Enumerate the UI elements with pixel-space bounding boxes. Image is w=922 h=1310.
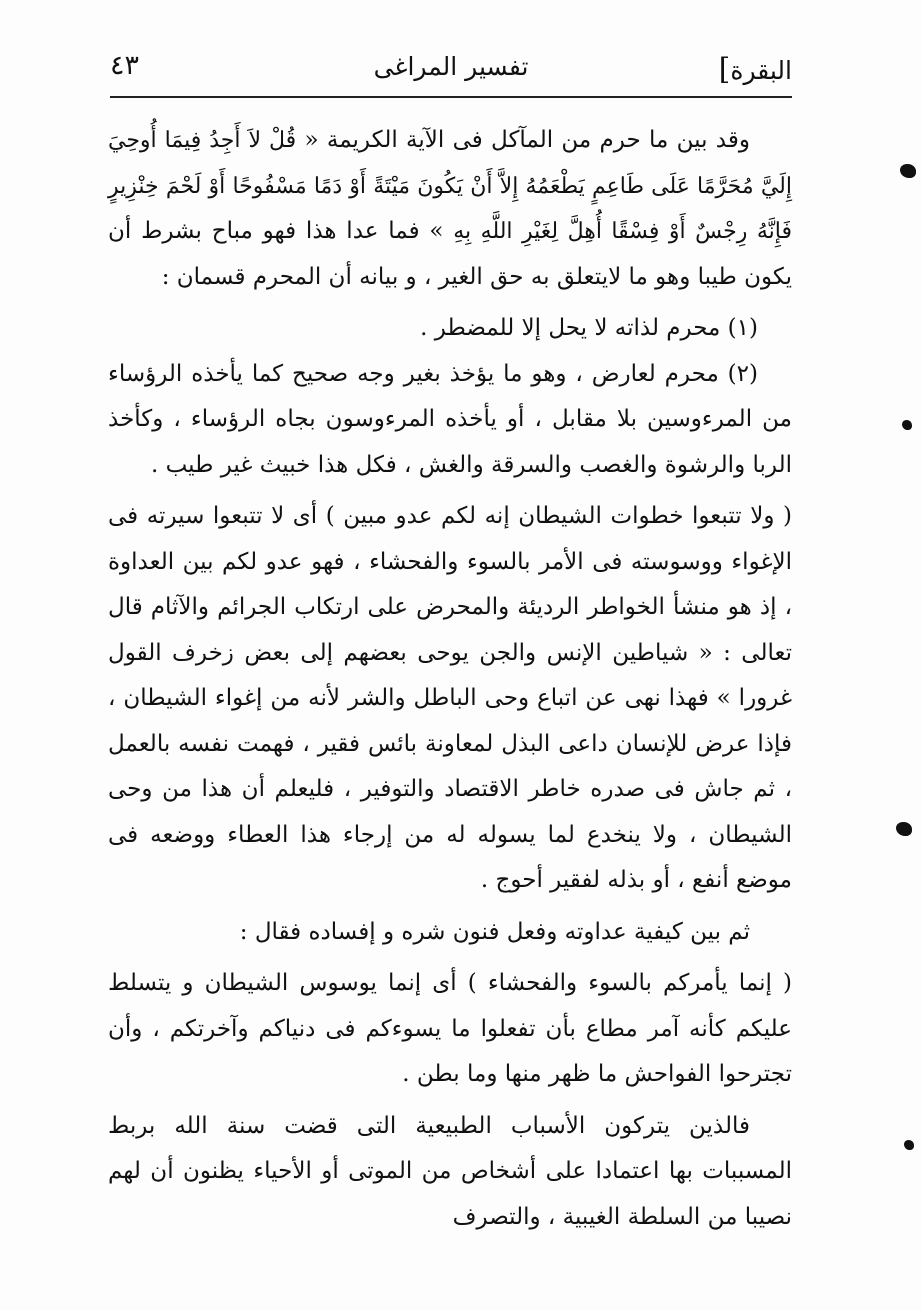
surah-name-text: البقرة xyxy=(730,56,792,85)
paragraph xyxy=(108,494,792,904)
paragraph-text: » فما عدا هذا فهو مباح بشرط أن يكون طيبا وهو ما لايتعلق به حق الغير ، و بيانه أن المحرم قسمان : xyxy=(108,218,792,290)
paragraph xyxy=(108,118,792,300)
paragraph-text: (١) محرم لذاته لا يحل إلا للمضطر . xyxy=(420,315,758,341)
margin-ink-mark xyxy=(896,822,912,836)
paragraph xyxy=(108,1104,792,1241)
book-title: تفسير المراغى xyxy=(373,52,529,81)
paragraph xyxy=(108,352,792,489)
paragraph-text: وقد بين ما حرم من المآكل فى الآية الكريمة « xyxy=(296,127,750,153)
margin-ink-mark xyxy=(900,164,916,178)
page-number: ٤٣ xyxy=(110,50,140,81)
margin-ink-mark xyxy=(902,420,912,430)
page-header xyxy=(110,48,792,94)
margin-ink-mark xyxy=(904,1140,914,1150)
paragraph-text: (٢) محرم لعارض ، وهو ما يؤخذ بغير وجه صحيح كما يأخذه الرؤساء من المرءوسين بلا مقابل ، أو يأخذه المرءوسون بجاه الرؤساء ، وكأخذ الربا والرشوة والغصب والسرقة والغش ، فكل هذا خبيث غير طيب . xyxy=(108,360,792,478)
paragraph-text: فالذين يتركون الأسباب الطبيعية التى قضت سنة الله بربط المسببات بها اعتمادا على أشخاص من الموتى أو الأحياء يظنون أن لهم نصيبا من السلطة الغيبية ، والتصرف xyxy=(108,1112,792,1230)
paragraph-text: ثم بين كيفية عداوته وفعل فنون شره و إفساده فقال : xyxy=(239,918,750,945)
header-bracket: ] xyxy=(718,52,731,87)
paragraph xyxy=(108,306,792,352)
quran-verse: قُلْ لاَ أَجِدُ فِيمَا أُوحِيَ إِلَيَّ مُحَرَّمًا عَلَى طَاعِمٍ يَطْعَمُهُ إِلاَّ أَنْ يَكُونَ مَيْتَةً أَوْ دَمًا مَسْفُوحًا أَوْ لَحْمَ خِنْزِيرٍ فَإِنَّهُ رِجْسٌ أَوْ فِسْقًا أُهِلَّ لِغَيْرِ اللَّهِ بِهِ xyxy=(108,128,792,244)
paragraph xyxy=(108,910,792,956)
paragraph-text: ( إنما يأمركم بالسوء والفحشاء ) أى إنما يوسوس الشيطان و يتسلط عليكم كأنه آمر مطاع بأن تفعلوا ما يسوءكم فى دنياكم وآخرتكم ، وأن تجترحوا الفواحش ما ظهر منها وما بطن . xyxy=(108,970,792,1087)
header-rule xyxy=(110,96,792,98)
paragraph-text: ( ولا تتبعوا خطوات الشيطان إنه لكم عدو مبين ) أى لا تتبعوا سيرته فى الإغواء ووسوسته فى الأمر بالسوء والفحشاء ، فهو عدو لكم بين العداوة ، إذ هو منشأ الخواطر الرديئة والمحرض على ارتكاب الجرائم والآثام قال تعالى : « شياطين الإنس والجن يوحى بعضهم إلى بعض زخرف القول غرورا » فهذا نهى عن اتباع وحى الباطل والشر لأنه من إغواء الشيطان ، فإذا عرض للإنسان داعى البذل لمعاونة بائس فقير ، فهمت نفسه بالعمل ، ثم جاش فى صدره خاطر الاقتصاد والتوفير ، فليعلم أن هذا من وحى الشيطان ، ولا ينخدع لما يسوله له من إرجاء هذا العطاء ووضعه فى موضع أنفع ، أو بذله لفقير أحوج . xyxy=(108,503,792,893)
paragraph xyxy=(108,961,792,1098)
body-text xyxy=(108,118,792,1240)
